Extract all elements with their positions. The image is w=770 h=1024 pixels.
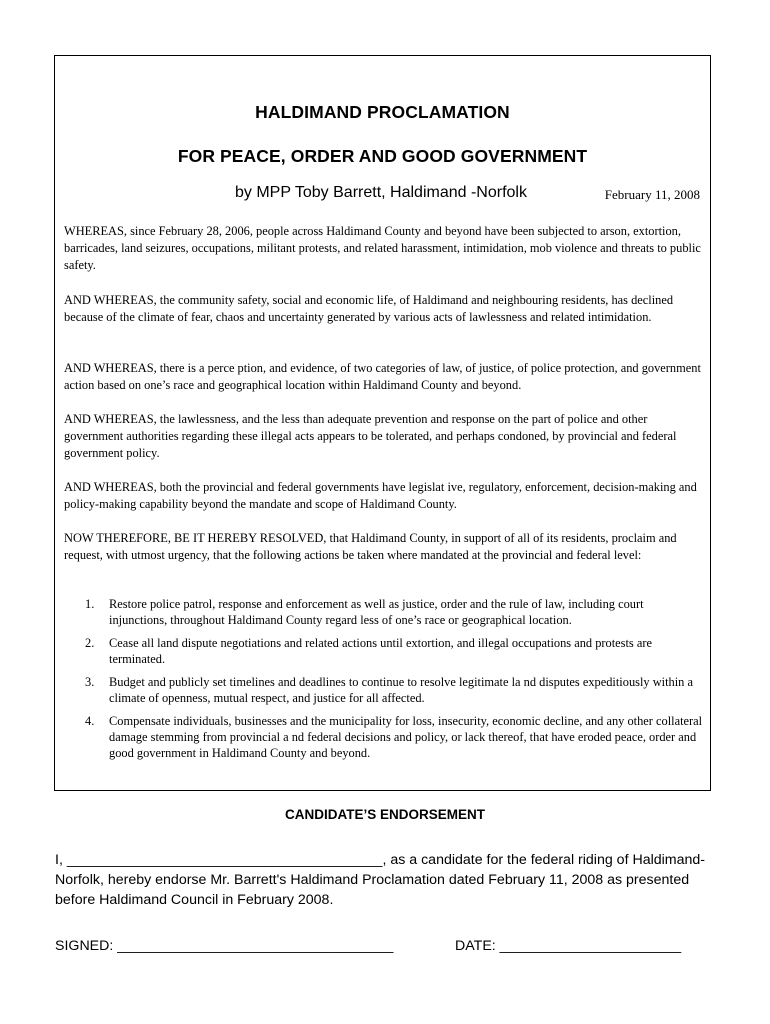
proclamation-subtitle: FOR PEACE, ORDER AND GOOD GOVERNMENT [177, 146, 588, 166]
list-item [75, 674, 703, 706]
paragraph-whereas-1: WHEREAS, since February 28, 2006, people across Haldimand County and beyond have been subjected to arson, extortion, barricades, land seizures, occupations, militant protests, and related harassment, intimidation, mob violence and threats to public safety. [64, 224, 701, 272]
paragraph-whereas-4: AND WHEREAS, the lawlessness, and the less than adequate prevention and response on the part of police and other government authorities regarding these illegal acts appears to be tolerated, and perhaps condoned, by provincial and federal government policy. [64, 412, 677, 460]
endorsement-text: I, ________________________________________, as a candidate for the federal riding of Haldimand-Norfolk, hereby endorse Mr. Barrett's Haldimand Proclamation dated February 11, 2008 as presented before Haldimand Council in February 2008. [55, 852, 705, 908]
list-text: Cease all land dispute negotiations and related actions until extortion, and illegal occupations and protests are terminated. [109, 636, 652, 666]
paragraph-whereas-2: AND WHEREAS, the community safety, social and economic life, of Haldimand and neighbouring residents, has declined because of the climate of fear, chaos and uncertainty generated by various acts of lawlessness and related intimidation. [64, 293, 674, 324]
list-number: 1. [85, 597, 95, 611]
list-item [75, 713, 703, 761]
signature-line[interactable]: SIGNED: ___________________________________ [55, 938, 394, 954]
paragraph-whereas-3: AND WHEREAS, there is a perce ption, and evidence, of two categories of law, of justice, of police protection, and government action based on one’s race and geographical location within Haldimand County and beyond. [64, 361, 701, 392]
list-item [75, 635, 703, 667]
author-line: by MPP Toby Barrett, Haldimand -Norfolk [235, 184, 527, 201]
date-line[interactable]: DATE: _______________________ [455, 938, 682, 954]
endorsement-heading: CANDIDATE’S ENDORSEMENT [284, 807, 485, 822]
proclamation-date: February 11, 2008 [604, 187, 700, 202]
list-item [75, 596, 703, 628]
list-text: Compensate individuals, businesses and the municipality for loss, insecurity, economic decline, and any other collateral damage stemming from provincial a nd federal decisions and policy, or lack thereof, that have eroded peace, order and good government in Haldimand County and beyond. [109, 714, 703, 760]
paragraph-resolved: NOW THEREFORE, BE IT HEREBY RESOLVED, that Haldimand County, in support of all of its residents, proclaim and request, with utmost urgency, that the following actions be taken where mandated at the provincial and federal level: [64, 531, 677, 562]
list-text: Restore police patrol, response and enforcement as well as justice, order and the rule of law, including court injunctions, throughout Haldimand County regard less of one’s race or geographical location. [109, 597, 644, 627]
list-number: 4. [85, 714, 95, 728]
proclamation-box [54, 55, 711, 791]
proclamation-title: HALDIMAND PROCLAMATION [255, 102, 510, 122]
action-list [75, 596, 703, 768]
paragraph-whereas-5: AND WHEREAS, both the provincial and federal governments have legislat ive, regulatory, enforcement, decision-making and policy-making capability beyond the mandate and scope of Haldimand County. [64, 480, 697, 511]
list-text: Budget and publicly set timelines and deadlines to continue to resolve legitimate la nd disputes expeditiously within a climate of openness, mutual respect, and justice for all affected. [109, 675, 693, 705]
list-number: 3. [85, 675, 95, 689]
list-number: 2. [85, 636, 95, 650]
